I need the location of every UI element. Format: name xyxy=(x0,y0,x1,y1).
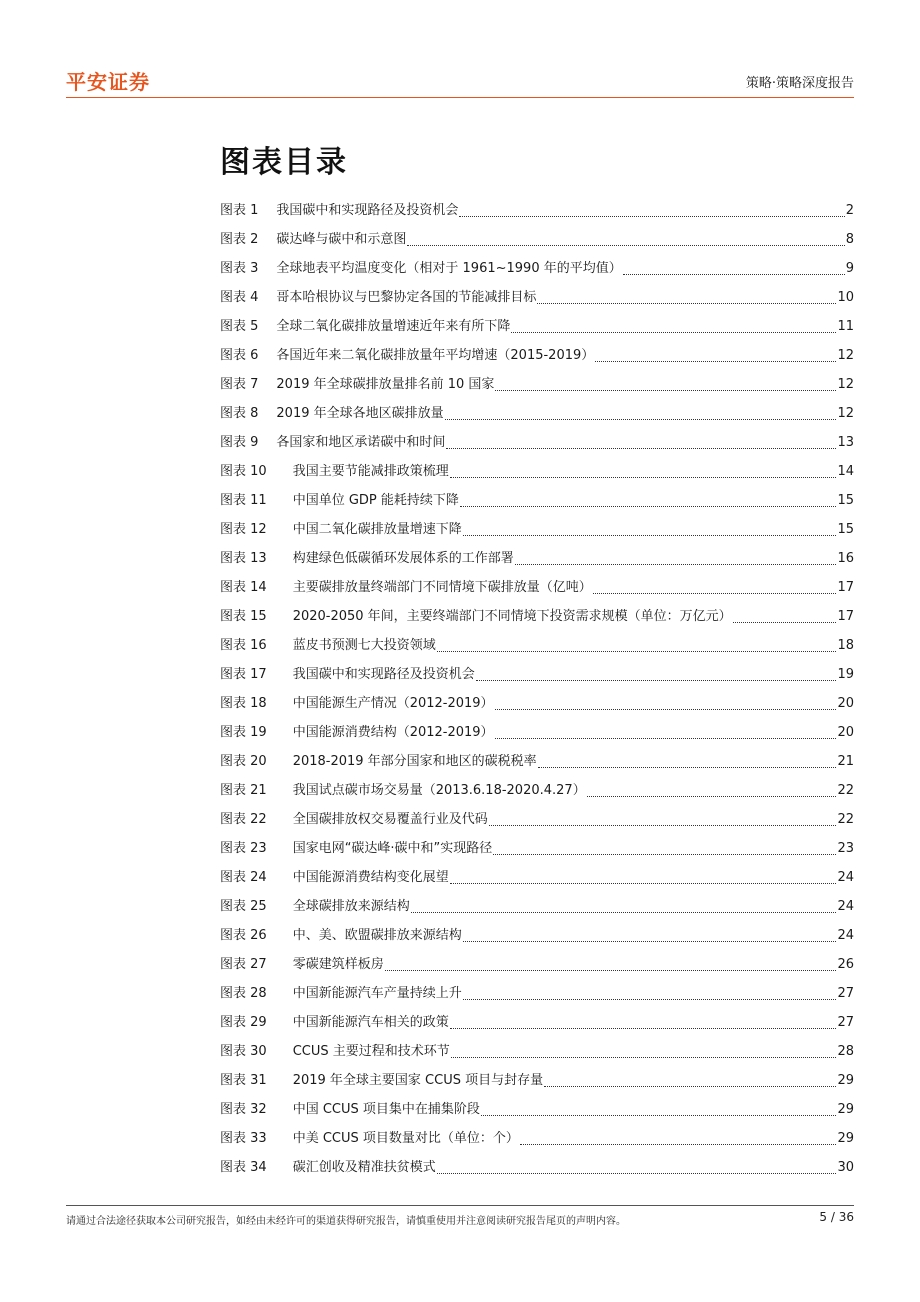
toc-entry-label: 图表 21 xyxy=(220,783,267,798)
toc-entry-title[interactable]: 2018-2019 年部分国家和地区的碳税税率 xyxy=(292,754,537,769)
toc-entry-label: 图表 32 xyxy=(220,1102,267,1117)
toc-entry-page-number[interactable]: 24 xyxy=(837,870,854,885)
toc-entry-label: 图表 6 xyxy=(220,348,259,363)
toc-entry[interactable] xyxy=(220,808,854,837)
toc-entry[interactable] xyxy=(220,344,854,373)
toc-entry-leader-dots xyxy=(537,303,836,304)
toc-entry[interactable] xyxy=(220,576,854,605)
toc-entry-page-number[interactable]: 24 xyxy=(837,899,854,914)
toc-entry-leader-dots xyxy=(459,216,844,217)
toc-entry-leader-dots xyxy=(385,970,837,971)
toc-entry-label: 图表 34 xyxy=(220,1160,267,1175)
toc-entry[interactable] xyxy=(220,924,854,953)
toc-entry-label: 图表 29 xyxy=(220,1015,267,1030)
toc-entry-leader-dots xyxy=(407,245,844,246)
toc-entry[interactable] xyxy=(220,750,854,779)
toc-entry-title[interactable]: 零碳建筑样板房 xyxy=(292,957,384,972)
toc-entry-leader-dots xyxy=(445,419,837,420)
toc-entry-leader-dots xyxy=(411,912,837,913)
toc-entry-page-number[interactable]: 12 xyxy=(837,348,854,363)
toc-entry-page-number[interactable]: 24 xyxy=(837,928,854,943)
toc-entry[interactable] xyxy=(220,721,854,750)
company-logo: 平安证券 xyxy=(66,70,150,94)
page-title: 图表目录 xyxy=(220,145,348,180)
toc-entry-title[interactable]: 我国试点碳市场交易量（2013.6.18-2020.4.27） xyxy=(292,783,586,798)
toc-entry-title[interactable]: 主要碳排放量终端部门不同情境下碳排放量（亿吨） xyxy=(292,580,592,595)
toc-entry[interactable] xyxy=(220,431,854,460)
toc-entry-leader-dots xyxy=(623,274,845,275)
toc-entry[interactable] xyxy=(220,1040,854,1069)
toc-entry-page-number[interactable]: 18 xyxy=(837,638,854,653)
toc-entry-title[interactable]: 构建绿色低碳循环发展体系的工作部署 xyxy=(292,551,514,566)
toc-entry-title[interactable]: 中美 CCUS 项目数量对比（单位：个） xyxy=(292,1131,519,1146)
toc-entry-title[interactable]: 碳汇创收及精准扶贫模式 xyxy=(292,1160,436,1175)
toc-entry-page-number[interactable]: 29 xyxy=(837,1131,854,1146)
toc-entry-page-number[interactable]: 9 xyxy=(845,261,854,276)
toc-entry-leader-dots xyxy=(593,593,837,594)
toc-entry-label: 图表 26 xyxy=(220,928,267,943)
toc-entry-page-number[interactable]: 22 xyxy=(837,812,854,827)
toc-entry-label: 图表 18 xyxy=(220,696,267,711)
toc-entry-label: 图表 23 xyxy=(220,841,267,856)
toc-entry-label: 图表 7 xyxy=(220,377,259,392)
toc-entry[interactable] xyxy=(220,1011,854,1040)
toc-entry-page-number[interactable]: 15 xyxy=(837,522,854,537)
toc-entry-title[interactable]: 各国近年来二氧化碳排放量年平均增速（2015-2019） xyxy=(276,348,595,363)
toc-entry-label: 图表 12 xyxy=(220,522,267,537)
toc-entry-label: 图表 8 xyxy=(220,406,259,421)
toc-entry-title[interactable]: 我国碳中和实现路径及投资机会 xyxy=(276,203,459,218)
toc-entry-label: 图表 2 xyxy=(220,232,259,247)
toc-entry-label: 图表 9 xyxy=(220,435,259,450)
toc-entry-leader-dots xyxy=(495,709,837,710)
toc-entry[interactable] xyxy=(220,199,854,228)
toc-entry[interactable] xyxy=(220,953,854,982)
toc-entry[interactable] xyxy=(220,663,854,692)
toc-entry-title[interactable]: 中国单位 GDP 能耗持续下降 xyxy=(292,493,459,508)
toc-entry-leader-dots xyxy=(595,361,836,362)
toc-entry-page-number[interactable]: 27 xyxy=(837,1015,854,1030)
toc-entry-page-number[interactable]: 21 xyxy=(837,754,854,769)
toc-entry-page-number[interactable]: 20 xyxy=(837,725,854,740)
toc-entry-title[interactable]: 中、美、欧盟碳排放来源结构 xyxy=(292,928,462,943)
toc-entry[interactable] xyxy=(220,373,854,402)
toc-entry[interactable] xyxy=(220,547,854,576)
toc-entry-page-number[interactable]: 23 xyxy=(837,841,854,856)
toc-entry-page-number[interactable]: 10 xyxy=(837,290,854,305)
toc-entry-label: 图表 11 xyxy=(220,493,267,508)
toc-entry-title[interactable]: 中国新能源汽车产量持续上升 xyxy=(292,986,462,1001)
toc-entry[interactable] xyxy=(220,315,854,344)
toc-entry-leader-dots xyxy=(495,738,837,739)
toc-entry-title[interactable]: 我国碳中和实现路径及投资机会 xyxy=(292,667,475,682)
toc-entry[interactable] xyxy=(220,257,854,286)
report-category: 策略·策略深度报告 xyxy=(745,76,854,91)
toc-entry-page-number[interactable]: 28 xyxy=(837,1044,854,1059)
toc-entry[interactable] xyxy=(220,1156,854,1185)
toc-entry-page-number[interactable]: 19 xyxy=(837,667,854,682)
toc-entry-title[interactable]: 蓝皮书预测七大投资领域 xyxy=(292,638,436,653)
toc-entry-title[interactable]: 全球二氧化碳排放量增速近年来有所下降 xyxy=(276,319,511,334)
toc-entry-page-number[interactable]: 16 xyxy=(837,551,854,566)
toc-entry-page-number[interactable]: 30 xyxy=(837,1160,854,1175)
toc-entry-label: 图表 17 xyxy=(220,667,267,682)
toc-entry[interactable] xyxy=(220,982,854,1011)
toc-entry-leader-dots xyxy=(515,564,837,565)
toc-entry-title[interactable]: 国家电网“碳达峰·碳中和”实现路径 xyxy=(292,841,493,856)
toc-entry-label: 图表 27 xyxy=(220,957,267,972)
toc-entry-leader-dots xyxy=(463,535,837,536)
toc-entry-leader-dots xyxy=(460,506,837,507)
toc-entry-leader-dots xyxy=(451,1057,837,1058)
toc-entry-label: 图表 5 xyxy=(220,319,259,334)
toc-entry-title[interactable]: 中国能源消费结构变化展望 xyxy=(292,870,449,885)
toc-entry[interactable] xyxy=(220,1098,854,1127)
toc-entry-leader-dots xyxy=(544,1086,836,1087)
toc-entry[interactable] xyxy=(220,460,854,489)
figure-table-of-contents xyxy=(220,199,854,1185)
toc-entry-label: 图表 22 xyxy=(220,812,267,827)
toc-entry-leader-dots xyxy=(446,448,836,449)
toc-entry-title[interactable]: 中国 CCUS 项目集中在捕集阶段 xyxy=(292,1102,480,1117)
toc-entry-leader-dots xyxy=(450,477,837,478)
toc-entry-leader-dots xyxy=(476,680,837,681)
toc-entry-page-number[interactable]: 17 xyxy=(837,580,854,595)
toc-entry-leader-dots xyxy=(437,651,837,652)
toc-entry[interactable] xyxy=(220,634,854,663)
toc-entry-title[interactable]: 全球碳排放来源结构 xyxy=(292,899,410,914)
toc-entry-title[interactable]: 中国二氧化碳排放量增速下降 xyxy=(292,522,462,537)
toc-entry-label: 图表 30 xyxy=(220,1044,267,1059)
toc-entry-leader-dots xyxy=(587,796,837,797)
toc-entry[interactable] xyxy=(220,895,854,924)
toc-entry-leader-dots xyxy=(463,999,837,1000)
toc-entry[interactable] xyxy=(220,779,854,808)
toc-entry-label: 图表 13 xyxy=(220,551,267,566)
toc-entry-page-number[interactable]: 29 xyxy=(837,1073,854,1088)
toc-entry[interactable] xyxy=(220,402,854,431)
toc-entry-page-number[interactable]: 17 xyxy=(837,609,854,624)
toc-entry-label: 图表 33 xyxy=(220,1131,267,1146)
toc-entry-page-number[interactable]: 12 xyxy=(837,377,854,392)
page-number: 5 / 36 xyxy=(819,1210,854,1224)
toc-entry-page-number[interactable]: 12 xyxy=(837,406,854,421)
toc-entry[interactable] xyxy=(220,1127,854,1156)
footer-divider xyxy=(66,1205,854,1206)
toc-entry-title[interactable]: 我国主要节能减排政策梳理 xyxy=(292,464,449,479)
toc-entry-leader-dots xyxy=(481,1115,837,1116)
toc-entry-page-number[interactable]: 2 xyxy=(845,203,854,218)
toc-entry-title[interactable]: 全国碳排放权交易覆盖行业及代码 xyxy=(292,812,488,827)
toc-entry[interactable] xyxy=(220,837,854,866)
toc-entry[interactable] xyxy=(220,286,854,315)
toc-entry-label: 图表 16 xyxy=(220,638,267,653)
header-divider xyxy=(66,97,854,98)
toc-entry-leader-dots xyxy=(538,767,837,768)
toc-entry[interactable] xyxy=(220,489,854,518)
toc-entry-label: 图表 25 xyxy=(220,899,267,914)
toc-entry[interactable] xyxy=(220,228,854,257)
toc-entry-title[interactable]: 全球地表平均温度变化（相对于 1961~1990 年的平均值） xyxy=(276,261,622,276)
toc-entry-title[interactable]: 2020-2050 年间，主要终端部门不同情境下投资需求规模（单位：万亿元） xyxy=(292,609,732,624)
toc-entry-page-number[interactable]: 8 xyxy=(845,232,854,247)
toc-entry-title[interactable]: 2019 年全球各地区碳排放量 xyxy=(276,406,444,421)
toc-entry[interactable] xyxy=(220,518,854,547)
toc-entry-title[interactable]: 2019 年全球碳排放量排名前 10 国家 xyxy=(276,377,495,392)
toc-entry-leader-dots xyxy=(489,825,837,826)
toc-entry-label: 图表 14 xyxy=(220,580,267,595)
toc-entry-leader-dots xyxy=(511,332,836,333)
toc-entry-title[interactable]: 2019 年全球主要国家 CCUS 项目与封存量 xyxy=(292,1073,544,1088)
toc-entry-title[interactable]: 中国新能源汽车相关的政策 xyxy=(292,1015,449,1030)
toc-entry-page-number[interactable]: 22 xyxy=(837,783,854,798)
toc-entry-page-number[interactable]: 11 xyxy=(837,319,854,334)
toc-entry-label: 图表 4 xyxy=(220,290,259,305)
toc-entry-title[interactable]: 中国能源消费结构（2012-2019） xyxy=(292,725,494,740)
toc-entry-label: 图表 15 xyxy=(220,609,267,624)
toc-entry-leader-dots xyxy=(733,622,837,623)
toc-entry-leader-dots xyxy=(520,1144,837,1145)
toc-entry-leader-dots xyxy=(450,1028,837,1029)
toc-entry-title[interactable]: 中国能源生产情况（2012-2019） xyxy=(292,696,494,711)
toc-entry-title[interactable]: CCUS 主要过程和技术环节 xyxy=(292,1044,450,1059)
toc-entry-page-number[interactable]: 14 xyxy=(837,464,854,479)
toc-entry[interactable] xyxy=(220,692,854,721)
toc-entry-title[interactable]: 哥本哈根协议与巴黎协定各国的节能减排目标 xyxy=(276,290,537,305)
toc-entry[interactable] xyxy=(220,1069,854,1098)
toc-entry-page-number[interactable]: 20 xyxy=(837,696,854,711)
toc-entry-page-number[interactable]: 27 xyxy=(837,986,854,1001)
toc-entry-leader-dots xyxy=(493,854,836,855)
toc-entry-label: 图表 28 xyxy=(220,986,267,1001)
toc-entry-label: 图表 20 xyxy=(220,754,267,769)
toc-entry-page-number[interactable]: 13 xyxy=(837,435,854,450)
toc-entry-page-number[interactable]: 29 xyxy=(837,1102,854,1117)
toc-entry-page-number[interactable]: 26 xyxy=(837,957,854,972)
footer-disclaimer: 请通过合法途径获取本公司研究报告，如经由未经许可的渠道获得研究报告，请慎重使用并注意阅读研究报告尾页的声明内容。 xyxy=(66,1216,626,1227)
toc-entry-leader-dots xyxy=(463,941,837,942)
toc-entry-label: 图表 31 xyxy=(220,1073,267,1088)
toc-entry[interactable] xyxy=(220,866,854,895)
toc-entry-page-number[interactable]: 15 xyxy=(837,493,854,508)
toc-entry-label: 图表 19 xyxy=(220,725,267,740)
toc-entry-label: 图表 1 xyxy=(220,203,259,218)
toc-entry-title[interactable]: 各国家和地区承诺碳中和时间 xyxy=(276,435,446,450)
toc-entry-label: 图表 10 xyxy=(220,464,267,479)
toc-entry-title[interactable]: 碳达峰与碳中和示意图 xyxy=(276,232,407,247)
toc-entry[interactable] xyxy=(220,605,854,634)
toc-entry-leader-dots xyxy=(450,883,837,884)
toc-entry-label: 图表 3 xyxy=(220,261,259,276)
toc-entry-leader-dots xyxy=(495,390,836,391)
toc-entry-label: 图表 24 xyxy=(220,870,267,885)
toc-entry-leader-dots xyxy=(437,1173,837,1174)
